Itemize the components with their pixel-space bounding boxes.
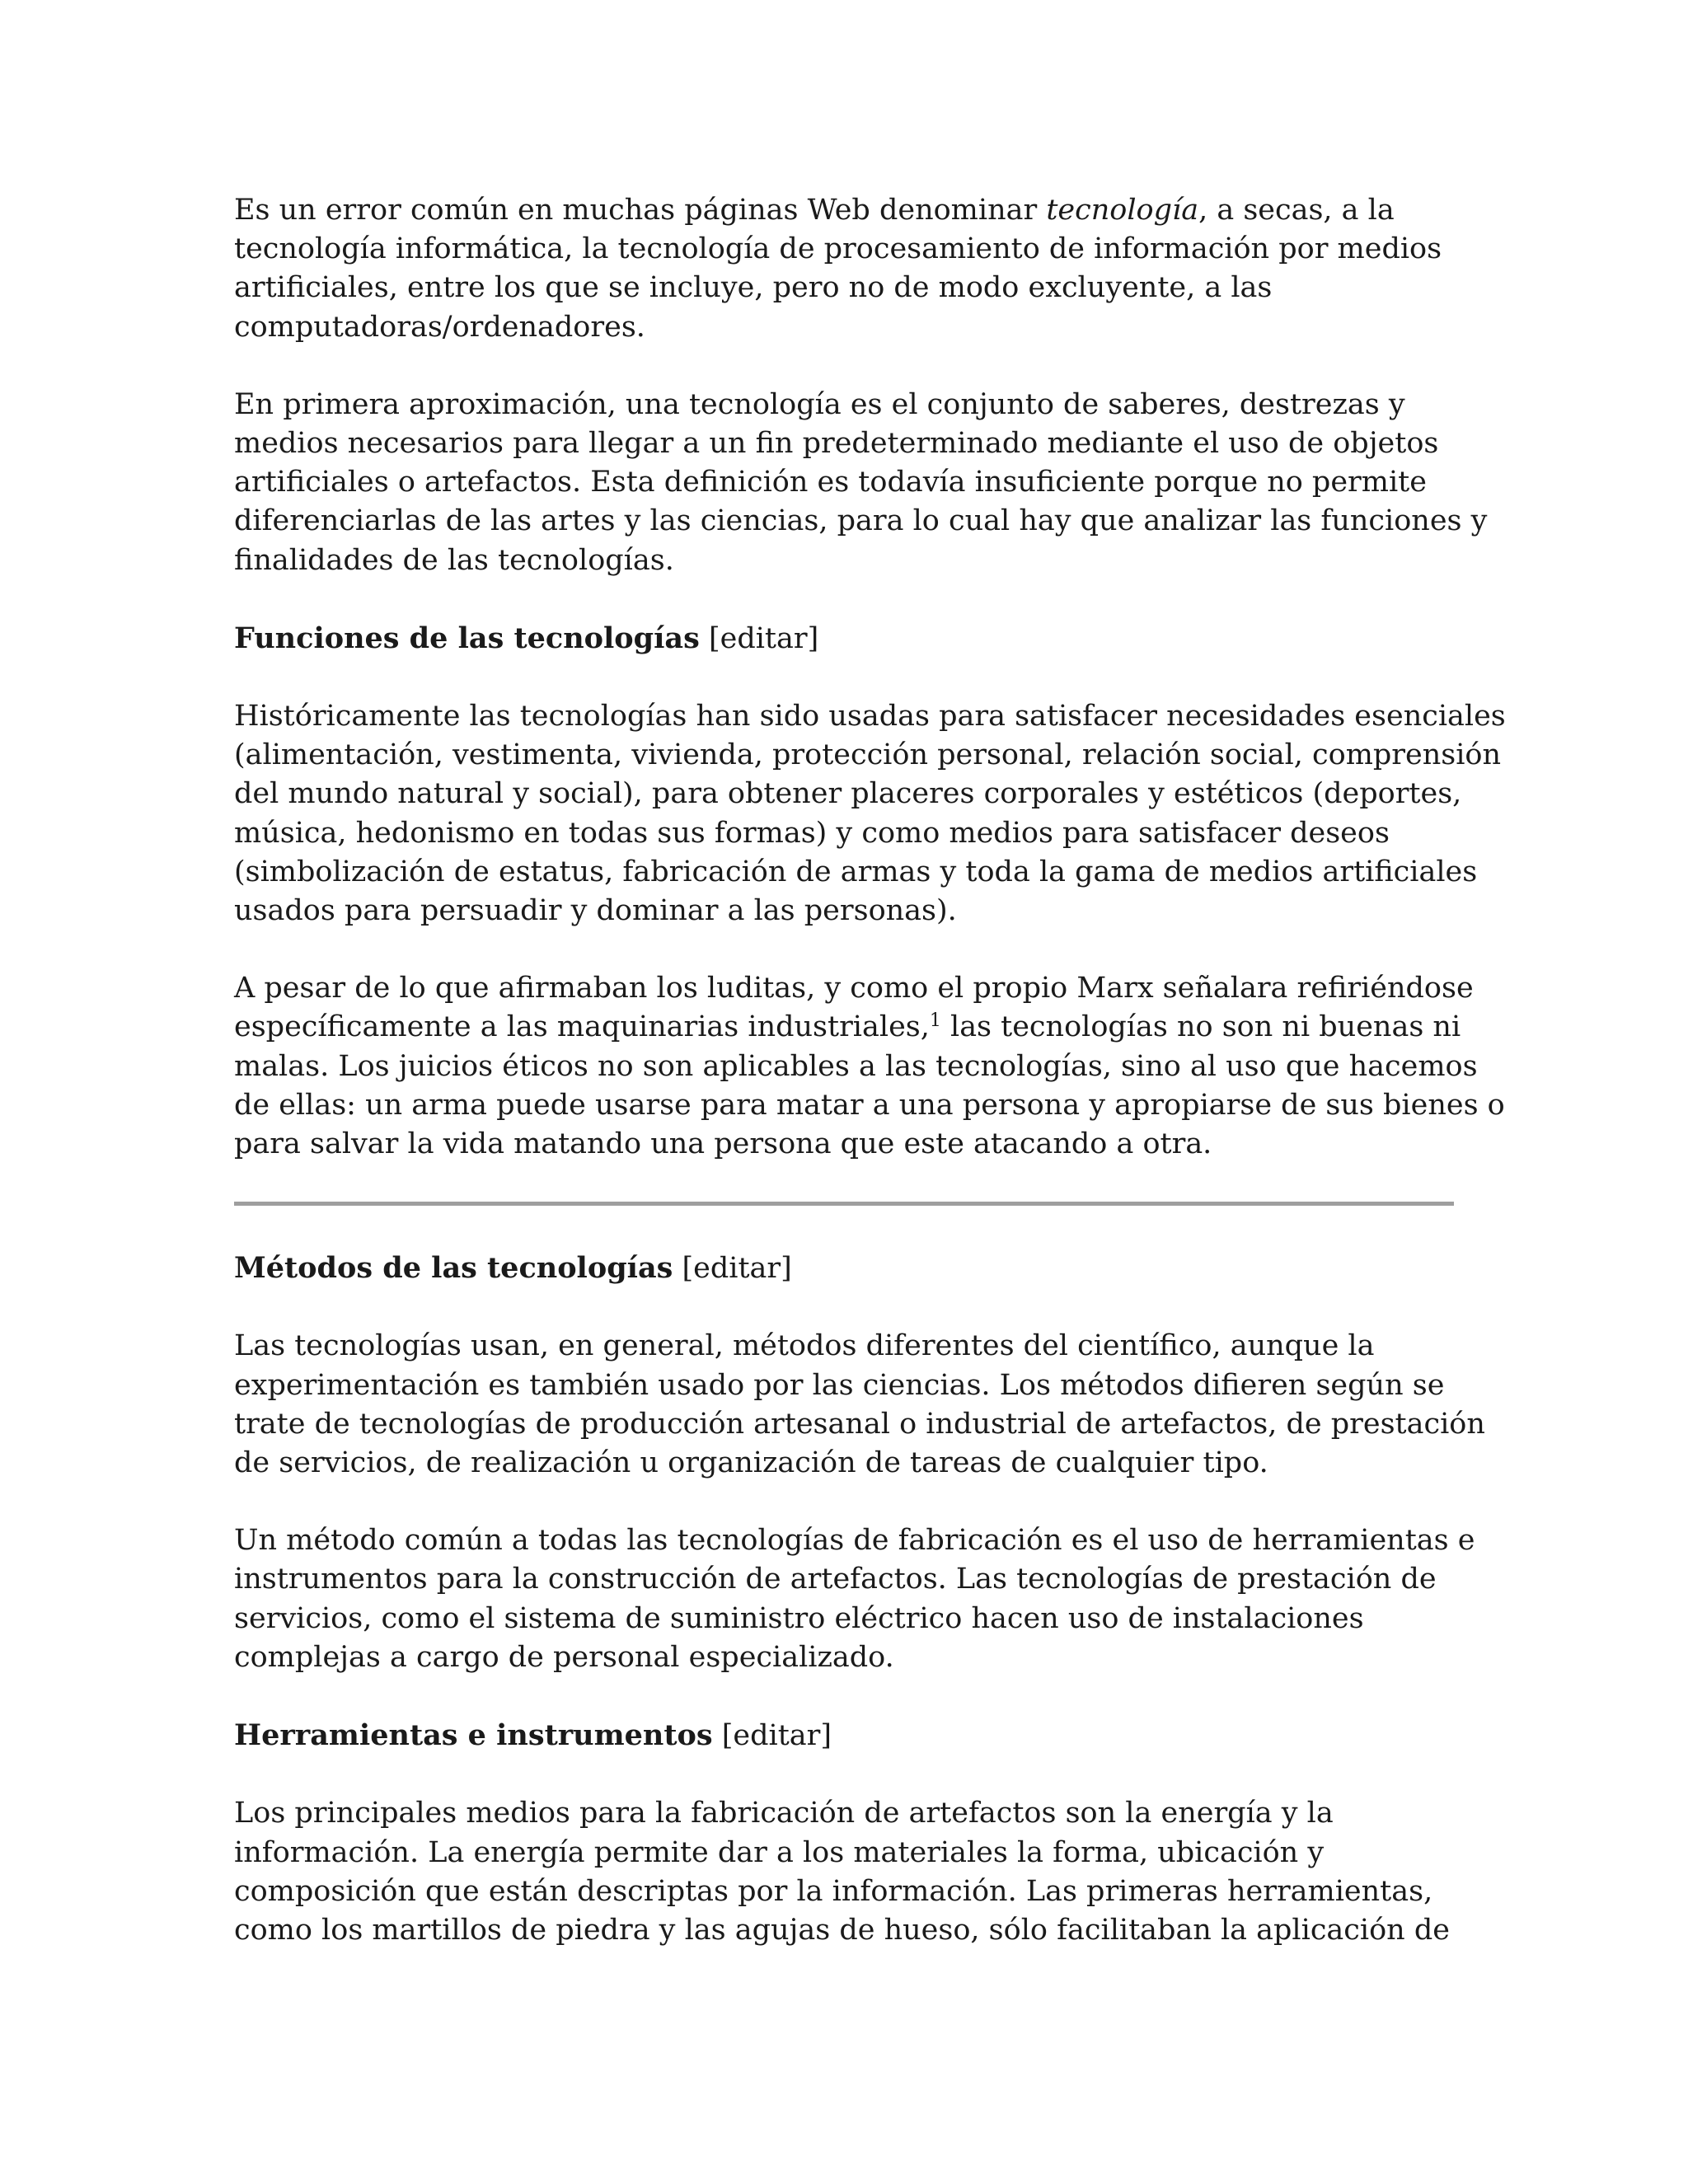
text-line: computadoras/ordenadores. [234,310,645,344]
italic-term: tecnología [1046,194,1199,227]
text-line: artificiales o artefactos. Esta definición es todavía insuficiente porque no permite [234,466,1427,499]
text-line: como los martillos de piedra y las agujas de hueso, sólo facilitaban la aplicación de [234,1913,1450,1947]
text-line: experimentación es también usado por las ciencias. Los métodos difieren según se [234,1368,1445,1402]
document-page [234,191,1506,1989]
paragraph-common-method [234,1521,1475,1677]
text-line: artificiales, entre los que se incluye, pero no de modo excluyente, a las [234,271,1273,305]
edit-link[interactable]: [editar] [708,621,819,655]
paragraph-intro [234,191,1454,347]
text-line: usados para persuadir y dominar a las personas). [234,894,957,928]
text-line: tecnología informática, la tecnología de procesamiento de información por medios [234,232,1442,266]
section-heading-funciones [234,619,1454,658]
text-line: de servicios, de realización u organización de tareas de cualquier tipo. [234,1446,1268,1480]
text-line: (simbolización de estatus, fabricación de armas y toda la gama de medios artificiales [234,855,1478,888]
text-line: Las tecnologías usan, en general, métodos diferentes del científico, aunque la [234,1329,1375,1363]
text-line: diferenciarlas de las artes y las ciencias, para lo cual hay que analizar las funciones y [234,504,1488,538]
text-line: servicios, como el sistema de suministro eléctrico hacen uso de instalaciones [234,1601,1364,1635]
section-title: Funciones de las tecnologías [234,621,700,655]
edit-link[interactable]: [editar] [682,1252,792,1286]
text-line: complejas a cargo de personal especializado. [234,1640,894,1674]
text-line: A pesar de lo que afirmaban los luditas, y como el propio Marx señalara refiriéndose [234,972,1474,1005]
footnote-reference[interactable]: 1 [929,1010,941,1032]
text-line: trate de tecnologías de producción artesanal o industrial de artefactos, de prestación [234,1407,1485,1441]
text-line: específicamente a las maquinarias industriales,$^1$ las tecnologías no son ni buenas ni [234,1010,1461,1044]
text-line: En primera aproximación, una tecnología es el conjunto de saberes, destrezas y [234,387,1405,421]
horizontal-divider [234,1202,1454,1206]
text-line: de ellas: un arma puede usarse para matar a una persona y apropiarse de sus bienes o [234,1088,1505,1122]
section-heading-herramientas [234,1716,1454,1755]
paragraph-methods [234,1327,1485,1483]
text-line: medios necesarios para llegar a un fin predeterminado mediante el uso de objetos [234,427,1439,461]
paragraph-tools [234,1794,1454,1950]
text-line: composición que están descriptas por la información. Las primeras herramientas, [234,1874,1433,1908]
paragraph-historical [234,697,1506,930]
text-line: música, hedonismo en todas sus formas) y como medios para satisfacer deseos [234,816,1390,850]
text-line: malas. Los juicios éticos no son aplicables a las tecnologías, sino al uso que hacemos [234,1049,1478,1083]
edit-link[interactable]: [editar] [721,1719,832,1753]
text-line: instrumentos para la construcción de artefactos. Las tecnologías de prestación de [234,1563,1437,1596]
text-line: (alimentación, vestimenta, vivienda, protección personal, relación social, comprensión [234,738,1502,772]
text-line: Históricamente las tecnologías han sido usadas para satisfacer necesidades esenciales [234,700,1506,733]
text-line: Es un error común en muchas páginas Web denominar tecnología, a secas, a la [234,194,1395,227]
text-line: Un método común a todas las tecnologías de fabricación es el uso de herramientas e [234,1524,1475,1558]
section-heading-metodos [234,1249,1454,1288]
paragraph-luditas [234,969,1505,1164]
text-line: del mundo natural y social), para obtener placeres corporales y estéticos (deportes, [234,777,1462,811]
text-line: Los principales medios para la fabricación de artefactos son la energía y la [234,1797,1334,1830]
text-line: información. La energía permite dar a los materiales la forma, ubicación y [234,1835,1325,1869]
text-line: para salvar la vida matando una persona que este atacando a otra. [234,1127,1212,1161]
text-line: finalidades de las tecnologías. [234,543,674,577]
paragraph-definition [234,386,1488,580]
section-title: Métodos de las tecnologías [234,1251,673,1286]
section-title: Herramientas e instrumentos [234,1718,713,1753]
